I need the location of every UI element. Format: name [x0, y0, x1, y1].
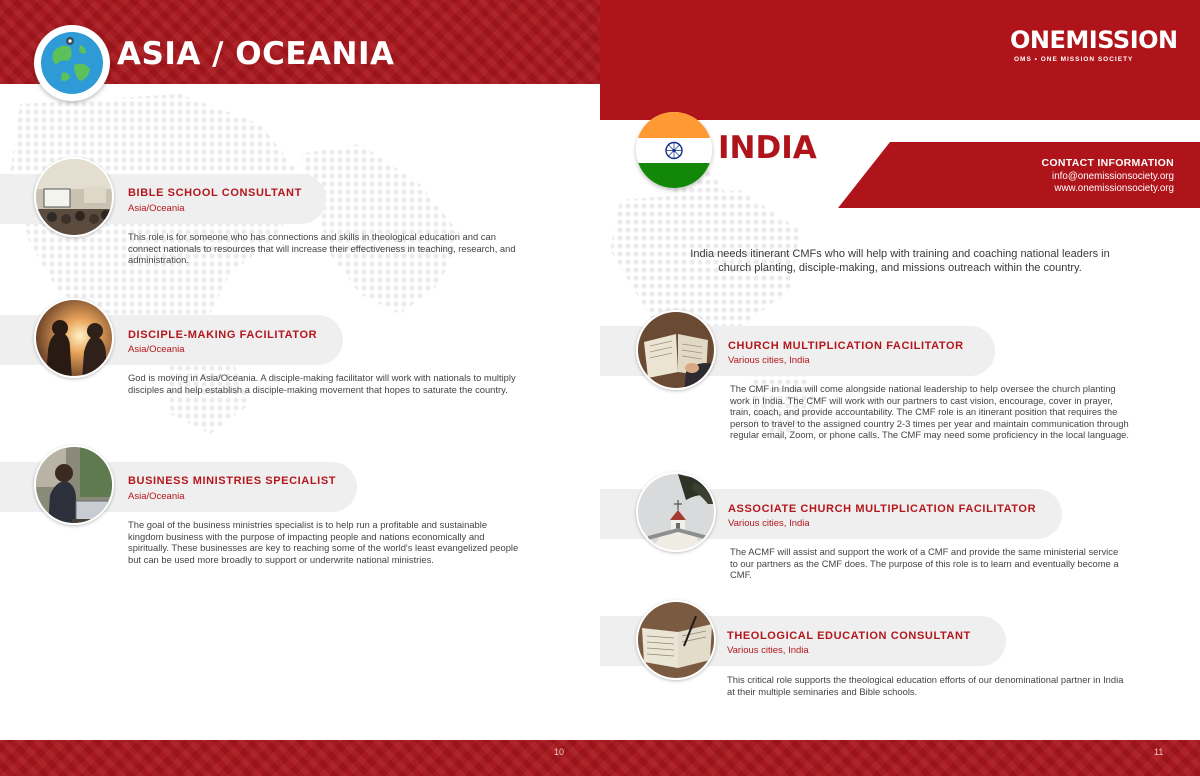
job-location: Various cities, India [728, 518, 810, 529]
job-title: BIBLE SCHOOL CONSULTANT [128, 187, 302, 199]
job-description: This critical role supports the theological education efforts of our denominational partner in India at their multiple seminaries and Bible schools. [727, 674, 1124, 697]
job-location: Asia/Oceania [128, 203, 185, 214]
job-location: Various cities, India [728, 355, 810, 366]
job-title: ASSOCIATE CHURCH MULTIPLICATION FACILITATOR [728, 503, 1037, 515]
job-description: The ACMF will assist and support the work of a CMF and provide the same ministerial service to our partners as the CMF does. The purpose of this role is to learn and eventually become a CMF. [730, 546, 1119, 581]
logo-tagline: OMS • ONE MISSION SOCIETY [1014, 56, 1134, 63]
job-title: BUSINESS MINISTRIES SPECIALIST [128, 475, 337, 487]
laptop-woman-photo [34, 445, 114, 525]
country-title: INDIA [718, 130, 817, 166]
job-description: God is moving in Asia/Oceania. A disciple-making facilitator will work with nationals to multiply disciples and help establish a disciple-making movement that hopes to saturate the country. [128, 372, 516, 395]
job-title: DISCIPLE-MAKING FACILITATOR [128, 329, 318, 341]
country-intro: India needs itinerant CMFs who will help with training and coaching national leaders in church planting, disciple-making, and missions outreach within the country. [690, 248, 1110, 274]
contact-heading: CONTACT INFORMATION [1041, 157, 1174, 169]
job-title: THEOLOGICAL EDUCATION CONSULTANT [727, 630, 971, 642]
india-flag-icon [636, 112, 712, 188]
bible-pen-photo [636, 600, 716, 680]
job-location: Asia/Oceania [128, 344, 185, 355]
right-page [600, 0, 1200, 776]
onemission-logo: ONEMISSION [1010, 26, 1178, 54]
sunset-women-photo [34, 298, 114, 378]
chapel-steeple-photo [636, 472, 716, 552]
globe-icon [34, 25, 110, 101]
open-bible-photo [636, 310, 716, 390]
classroom-photo [34, 157, 114, 237]
job-location: Asia/Oceania [128, 491, 185, 502]
page-number-left: 10 [554, 747, 565, 757]
job-title: CHURCH MULTIPLICATION FACILITATOR [728, 340, 964, 352]
contact-website[interactable]: www.onemissionsociety.org [1054, 183, 1174, 194]
page-number-right: 11 [1154, 747, 1164, 757]
job-description: This role is for someone who has connections and skills in theological education and can connect nationals to resources that will increase their effectiveness in teaching, research, and administration. [128, 231, 516, 266]
contact-email[interactable]: info@onemissionsociety.org [1052, 171, 1174, 182]
job-description: The goal of the business ministries specialist is to help run a profitable and sustainable kingdom business with the purpose of impacting people and nations economically and spiritually. These businesses are key to reaching some of the world's least evangelized people but can be used more broadly to support or underwrite national ministries. [128, 519, 519, 565]
job-location: Various cities, India [727, 645, 809, 656]
region-title: ASIA / OCEANIA [117, 36, 395, 72]
job-description: The CMF in India will come alongside national leadership to help oversee the church planting work in India. The CMF will work with our partners to cast vision, encourage, cover in prayer, train, coach, and provide accountability. The CMF role is an itinerant position that requires the person to travel to the assigned country 2-3 times per year and maintain communication through regular email, Zoom, or phone calls. The CMF may need some proficiency in the local language. [730, 383, 1129, 441]
footer-band [0, 740, 1200, 776]
